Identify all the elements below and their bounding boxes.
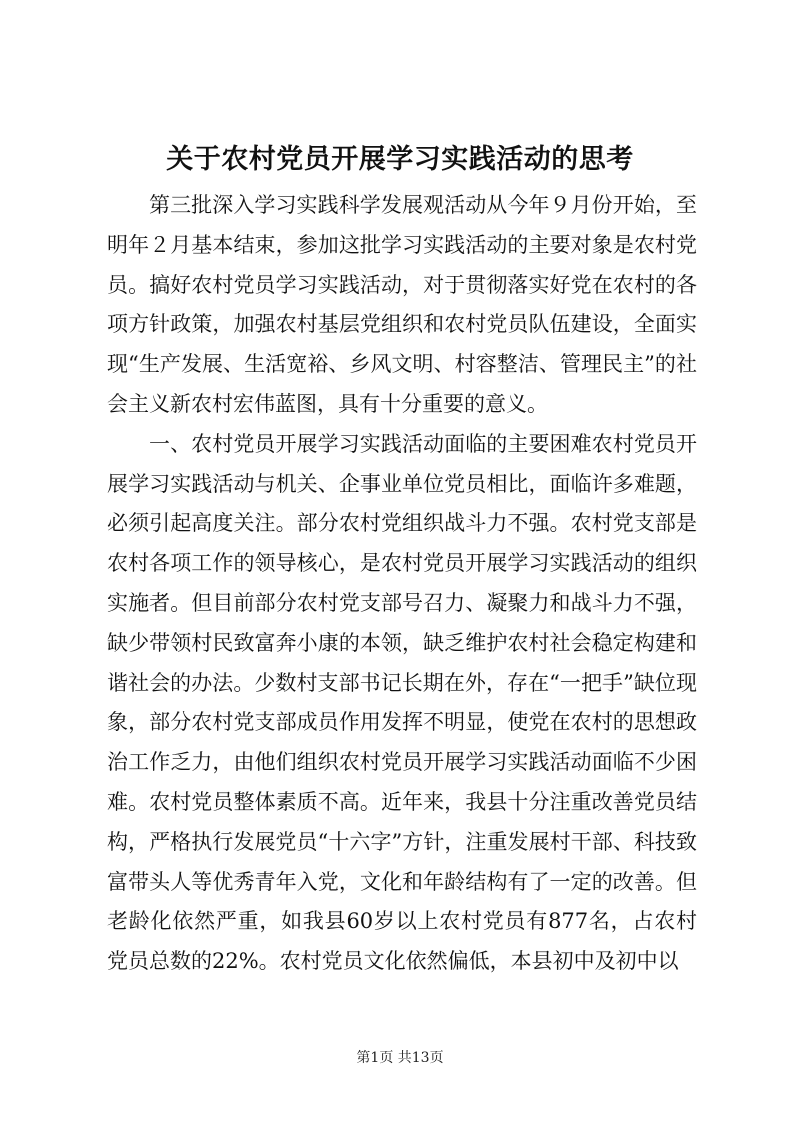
document-body (107, 186, 697, 982)
document-title: 关于农村党员开展学习实践活动的思考 (166, 144, 634, 175)
body-paragraph-1: 第三批深入学习实践科学发展观活动从今年９月份开始，至明年２月基本结束，参加这批学习实践活动的主要对象是农村党员。搞好农村党员学习实践活动，对于贯彻落实好党在农村的各项方针政策，加强农村基层党组织和农村党员队伍建设，全面实现“生产发展、生活宽裕、乡风文明、村容整洁、管理民主”的社会主义新农村宏伟蓝图，具有十分重要的意义。 (107, 193, 697, 416)
page-footer: 第1页 共13页 (356, 1050, 444, 1066)
body-paragraph-2: 一、农村党员开展学习实践活动面临的主要困难农村党员开展学习实践活动与机关、企事业单位党员相比，面临许多难题，必须引起高度关注。部分农村党组织战斗力不强。农村党支部是农村各项工作的领导核心，是农村党员开展学习实践活动的组织实施者。但目前部分农村党支部号召力、凝聚力和战斗力不强，缺少带领村民致富奔小康的本领，缺乏维护农村社会稳定构建和谐社会的办法。少数村支部书记长期在外，存在“一把手”缺位现象，部分农村党支部成员作用发挥不明显，使党在农村的思想政治工作乏力，由他们组织农村党员开展学习实践活动面临不少困难。农村党员整体素质不高。近年来，我县十分注重改善党员结构，严格执行发展党员“十六字”方针，注重发展村干部、科技致富带头人等优秀青年入党，文化和年龄结构有了一定的改善。但老龄化依然严重，如我县60岁以上农村党员有877名，占农村党员总数的22%。农村党员文化依然偏低，本县初中及初中以 (107, 431, 697, 974)
